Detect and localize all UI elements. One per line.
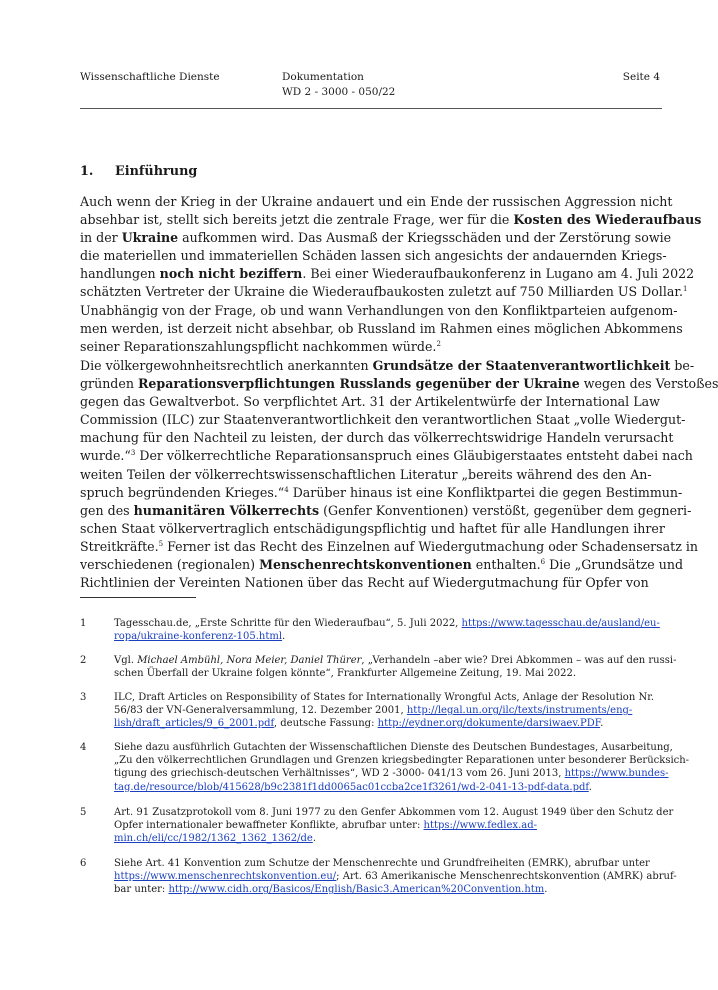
text-line: gründen Reparationsverpflichtungen Russlands gegenüber der Ukraine wegen des Verstoßes [80, 376, 718, 392]
paragraph-1 [80, 193, 702, 356]
footnote-link[interactable]: https://www.fedlex.ad- [423, 820, 537, 832]
text-line: verschiedenen (regionalen) Menschenrechtskonventionen enthalten.$^6$ Die „Grundsätze und [80, 557, 684, 573]
text-line: die materiellen und immateriellen Schäden lassen sich angesichts der andauernden Kriegs- [80, 248, 667, 264]
text-line: Streitkräfte.$^5$ Ferner ist das Recht des Einzelnen auf Wiedergutmachung oder Schadensersatz in [80, 538, 698, 554]
text-line: spruch begründenden Krieges.“$^4$ Darüber hinaus ist eine Konfliktpartei die gegen Bestimmun- [80, 484, 683, 500]
text-line: schen Staat völkervertraglich entschädigungspflichtig und haftet für alle Handlungen ihrer [80, 520, 665, 536]
text-line: schätzten Vertreter der Ukraine die Wiederaufbaukosten zuletzt auf 750 Milliarden US Dollar.$^1$ [80, 284, 688, 300]
footnote-link[interactable]: http://legal.un.org/ilc/texts/instruments/eng- [406, 705, 633, 717]
footnote-link[interactable]: http://eydner.org/dokumente/darsiwaev.PDF [377, 718, 601, 730]
footnote-ref[interactable]: 4 [284, 485, 289, 494]
section-number: 1. [80, 164, 94, 179]
header-divider [80, 108, 662, 109]
footnote-number: 3 [80, 692, 87, 703]
emphasis-text: Ukraine [121, 230, 179, 246]
emphasis-text: noch nicht beziffern [159, 266, 303, 282]
footnote-number: 1 [80, 618, 87, 629]
text-line: absehbar ist, stellt sich bereits jetzt die zentrale Frage, wer für die Kosten des Wiederaufbaus [80, 212, 702, 228]
footnote-authors: Michael Ambühl, Nora Meier, Daniel Thürer [137, 655, 362, 666]
emphasis-text: Reparationsverpflichtungen Russlands gegenüber der Ukraine [137, 376, 580, 392]
text-line: Die völkergewohnheitsrechtlich anerkannten Grundsätze der Staatenverantwortlichkeit be- [80, 358, 695, 373]
text-line: seiner Reparationszahlungspflicht nachkommen würde.$^2$ [80, 338, 441, 354]
emphasis-text: Grundsätze der Staatenverantwortlichkeit [372, 358, 671, 373]
text-line: Unabhängig von der Frage, ob und wann Verhandlungen von den Konfliktparteien aufgenom- [80, 302, 678, 318]
footnote-ref[interactable]: 1 [683, 285, 688, 294]
footnote-link[interactable]: https://www.bundes- [564, 768, 669, 780]
footnote-ref[interactable]: 3 [130, 449, 136, 458]
footnote-number: 4 [80, 742, 87, 753]
emphasis-text: Menschenrechtskonventionen [259, 557, 472, 573]
text-line: Auch wenn der Krieg in der Ukraine andauert und ein Ende der russischen Aggression nicht [80, 194, 673, 209]
footnote-link[interactable]: min.ch/eli/cc/1982/1362_1362_1362/de [114, 833, 313, 845]
footnote-ref[interactable]: 5 [158, 539, 164, 548]
header-doc-number: WD 2 - 3000 - 050/22 [282, 86, 396, 98]
text-line: men werden, ist derzeit nicht absehbar, ob Russland im Rahmen eines möglichen Abkommens [80, 320, 683, 336]
header-document-info [282, 70, 395, 100]
header-page-number: Seite 4 [622, 71, 660, 83]
header-institution: Wissenschaftliche Dienste [80, 71, 220, 83]
footnote-link[interactable]: tag.de/resource/blob/415628/b9c2381f1dd0065ac01ccba2ce1f3261/wd-2-041-13-pdf-data.pdf [114, 781, 589, 793]
footnote-link[interactable]: http://www.cidh.org/Basicos/English/Basic3.American%20Convention.htm [168, 884, 545, 896]
footnote-ref[interactable]: 2 [436, 339, 441, 348]
section-heading [80, 164, 197, 179]
text-line: in der Ukraine aufkommen wird. Das Ausmaß der Kriegsschäden und der Zerstörung sowie [80, 230, 672, 246]
text-line: gegen das Gewaltverbot. So verpflichtet Art. 31 der Artikelentwürfe der International Law [80, 394, 660, 410]
footnote-divider [80, 597, 196, 598]
emphasis-text: humanitären Völkerrechts [133, 502, 320, 518]
footnote-number: 2 [80, 655, 87, 666]
header-doc-type: Dokumentation [282, 71, 364, 83]
text-line: gen des humanitären Völkerrechts (Genfer Konventionen) verstößt, gegenüber dem gegneri- [80, 502, 692, 518]
emphasis-text: Kosten des Wiederaufbaus [513, 212, 702, 228]
footnote-number: 6 [80, 858, 87, 869]
text-line: handlungen noch nicht beziffern. Bei einer Wiederaufbaukonferenz in Lugano am 4. Juli 2022 [80, 266, 695, 282]
footnote-ref[interactable]: 6 [540, 558, 546, 567]
text-line: Richtlinien der Vereinten Nationen über das Recht auf Wiedergutmachung für Opfer von [80, 575, 649, 591]
section-title: Einführung [115, 164, 198, 179]
paragraph-2 [80, 357, 718, 592]
footnote-link[interactable]: ropa/ukraine-konferenz-105.html [114, 631, 283, 643]
footnote-link[interactable]: https://www.menschenrechtskonvention.eu/ [114, 871, 337, 883]
text-line: machung für den Nachteil zu leisten, der durch das völkerrechtswidrige Handeln verursacht [80, 430, 674, 446]
text-line: wurde.“$^3$ Der völkerrechtliche Reparationsanspruch eines Gläubigerstaates entsteht dabei nach [80, 448, 693, 464]
footnote-link[interactable]: lish/draft_articles/9_6_2001.pdf [114, 718, 274, 730]
footnote-number: 5 [80, 807, 87, 818]
text-line: Commission (ILC) zur Staatenverantwortlichkeit den verantwortlichen Staat „volle Wiedergut- [80, 412, 686, 428]
footnote-link[interactable]: https://www.tagesschau.de/ausland/eu- [461, 618, 660, 629]
text-line: weiten Teilen der völkerrechtswissenschaftlichen Literatur „bereits während des den An- [80, 466, 652, 482]
